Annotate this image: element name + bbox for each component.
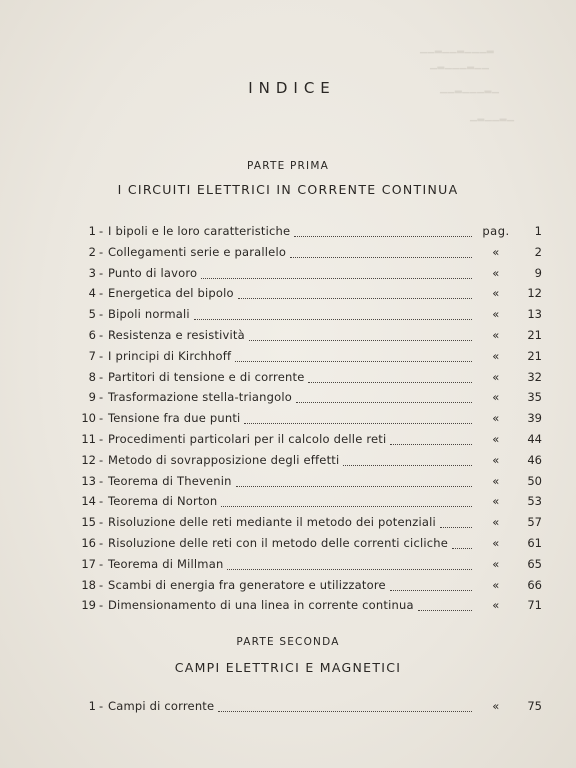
bleed-through-marks: ▁▂▁▁▁▂▁▁ [430, 60, 490, 70]
toc-entry[interactable] [74, 450, 542, 470]
toc-entry-dash: - [99, 224, 104, 238]
dot-leader [201, 276, 472, 279]
toc-page-number: 35 [527, 390, 542, 405]
dot-leader [418, 608, 472, 611]
toc-entry-title: Energetica del bipolo [108, 286, 234, 301]
dot-leader [390, 588, 472, 591]
toc-entry-title: Bipoli normali [108, 307, 190, 322]
toc-entry-number: 16 [81, 536, 96, 550]
dot-leader [236, 484, 472, 487]
toc-entry-title: Tensione fra due punti [108, 411, 241, 426]
dot-leader [218, 709, 472, 712]
bleed-through-marks: ▁▁▂▁▁▁▂▁ [440, 84, 500, 94]
toc-entry[interactable] [74, 283, 542, 303]
dot-leader [440, 525, 472, 528]
toc-entry-title: Risoluzione delle reti mediante il metodo dei potenziali [108, 515, 436, 530]
toc-page-number: 21 [527, 328, 542, 342]
toc-entry-dash: - [99, 390, 104, 405]
part-1-label: PARTE PRIMA [247, 160, 329, 172]
toc-entry-title: Risoluzione delle reti con il metodo delle correnti cicliche [108, 536, 449, 550]
bleed-through-marks: ▁▂▁▁▂▁ [470, 112, 515, 122]
page-marker: « [492, 556, 500, 571]
page-marker: « [492, 369, 500, 384]
toc-entry-number: 19 [81, 598, 96, 613]
toc-entry-dash: - [99, 452, 104, 467]
toc-entry[interactable] [74, 387, 542, 407]
toc-page-number: 21 [527, 348, 542, 363]
dot-leader [343, 463, 472, 466]
dot-leader [390, 442, 472, 445]
toc-entry[interactable] [74, 595, 542, 615]
toc-entry-title: Campi di corrente [108, 699, 215, 713]
toc-entry-number: 7 [88, 348, 96, 363]
toc-entry-number: 1 [88, 699, 96, 713]
toc-entry-number: 17 [81, 556, 96, 571]
bleed-through-marks: ▁▁▂▁▁▂▁▁▁▂ [420, 44, 495, 54]
page-marker: « [492, 598, 500, 613]
page-marker: « [492, 307, 500, 322]
dot-leader [235, 359, 472, 362]
page-marker: « [492, 515, 500, 530]
toc-entry-dash: - [99, 244, 104, 259]
toc-entry-dash: - [99, 328, 104, 342]
toc-entry-title: I bipoli e le loro caratteristiche [108, 224, 291, 238]
page-marker: « [492, 577, 500, 592]
page-marker: « [492, 411, 500, 426]
toc-entry-title: Resistenza e resistività [108, 328, 245, 342]
toc-entry[interactable] [74, 304, 542, 324]
toc-entry[interactable] [74, 242, 542, 262]
toc-entry-dash: - [99, 411, 104, 426]
toc-entry[interactable] [74, 491, 542, 511]
dot-leader [249, 338, 472, 341]
page-marker: « [492, 286, 500, 301]
toc-entry-number: 11 [81, 432, 96, 446]
toc-page-number: 13 [527, 307, 542, 322]
toc-entry[interactable] [74, 696, 542, 716]
toc-entry[interactable] [74, 471, 542, 491]
toc-page-number: 66 [527, 577, 542, 592]
page-marker: « [492, 432, 500, 446]
toc-entry-title: Metodo di sovrapposizione degli effetti [108, 452, 340, 467]
toc-page-number: 65 [527, 556, 542, 571]
toc-entry-number: 12 [81, 452, 96, 467]
toc-entry[interactable] [74, 575, 542, 595]
toc-page-number: 2 [534, 244, 542, 259]
toc-entry-number: 15 [81, 515, 96, 530]
page-marker: pag. [482, 224, 510, 238]
page-marker: « [492, 265, 500, 280]
toc-entry[interactable] [74, 533, 542, 553]
page-marker: « [492, 473, 500, 488]
toc-entry-dash: - [99, 699, 104, 713]
toc-entry[interactable] [74, 408, 542, 428]
toc-entry-number: 2 [88, 244, 96, 259]
toc-entry-dash: - [99, 307, 104, 322]
toc-entry-dash: - [99, 432, 104, 446]
toc-entry-number: 9 [88, 390, 96, 405]
toc-entry[interactable] [74, 367, 542, 387]
page-marker: « [492, 328, 500, 342]
toc-entry-number: 3 [88, 265, 96, 280]
toc-entry-dash: - [99, 369, 104, 384]
toc-entry[interactable] [74, 554, 542, 574]
toc-entry-number: 10 [81, 411, 96, 426]
toc-entry[interactable] [74, 263, 542, 283]
toc-entry-dash: - [99, 598, 104, 613]
part-2-title: CAMPI ELETTRICI E MAGNETICI [174, 660, 402, 675]
toc-page-number: 39 [527, 411, 542, 426]
part-2-label: PARTE SECONDA [236, 636, 340, 648]
toc-page-number: 57 [527, 515, 542, 530]
toc-entry-dash: - [99, 473, 104, 488]
dot-leader [296, 400, 472, 403]
toc-page-number: 75 [527, 699, 542, 713]
toc-entry-dash: - [99, 515, 104, 530]
dot-leader [308, 380, 472, 383]
toc-entry-title: Teorema di Norton [108, 494, 218, 509]
toc-entry-title: Punto di lavoro [108, 265, 198, 280]
page-marker: « [492, 536, 500, 550]
dot-leader [238, 296, 472, 299]
toc-entry-title: Teorema di Millman [108, 556, 224, 571]
toc-entry-title: Trasformazione stella-triangolo [108, 390, 292, 405]
toc-page-number: 9 [534, 265, 542, 280]
toc-entry-number: 8 [88, 369, 96, 384]
dot-leader [290, 255, 472, 258]
toc-entry-dash: - [99, 556, 104, 571]
toc-entry-title: I principi di Kirchhoff [108, 348, 232, 363]
dot-leader [194, 317, 472, 320]
toc-entry-dash: - [99, 494, 104, 509]
toc-page-number: 71 [527, 598, 542, 613]
toc-entry-dash: - [99, 348, 104, 363]
dot-leader [227, 567, 472, 570]
toc-entry-number: 4 [88, 286, 96, 301]
toc-page-number: 50 [527, 473, 542, 488]
toc-entry-dash: - [99, 536, 104, 550]
dot-leader [221, 504, 472, 507]
toc-page-number: 1 [534, 224, 542, 238]
toc-entry-number: 14 [81, 494, 96, 509]
toc-entry-title: Procedimenti particolari per il calcolo delle reti [108, 432, 387, 446]
page-marker: « [492, 452, 500, 467]
toc-entry-title: Dimensionamento di una linea in corrente continua [108, 598, 414, 613]
toc-entry-number: 6 [88, 328, 96, 342]
toc-page-number: 46 [527, 452, 542, 467]
page-marker: « [492, 244, 500, 259]
page-marker: « [492, 390, 500, 405]
toc-entry[interactable] [74, 325, 542, 345]
page-marker: « [492, 494, 500, 509]
toc-entry-dash: - [99, 265, 104, 280]
toc-entry-number: 13 [81, 473, 96, 488]
index-heading: INDICE [248, 79, 336, 97]
part-1-title: I CIRCUITI ELETTRICI IN CORRENTE CONTINUA [117, 182, 459, 197]
page-marker: « [492, 348, 500, 363]
toc-entry-dash: - [99, 577, 104, 592]
dot-leader [244, 421, 472, 424]
toc-entry-number: 5 [88, 307, 96, 322]
page-marker: « [492, 699, 500, 713]
toc-entry-title: Partitori di tensione e di corrente [108, 369, 305, 384]
toc-page-number: 12 [527, 286, 542, 301]
toc-entry-title: Collegamenti serie e parallelo [108, 244, 287, 259]
toc-entry[interactable] [74, 512, 542, 532]
toc-entry-dash: - [99, 286, 104, 301]
toc-page-number: 44 [527, 432, 542, 446]
dot-leader [452, 546, 472, 549]
toc-entry[interactable] [74, 221, 542, 241]
toc-entry[interactable] [74, 429, 542, 449]
toc-entry[interactable] [74, 346, 542, 366]
toc-entry-title: Scambi di energia fra generatore e utilizzatore [108, 577, 386, 592]
toc-page-number: 53 [527, 494, 542, 509]
toc-entry-number: 18 [81, 577, 96, 592]
toc-page-number: 32 [527, 369, 542, 384]
dot-leader [294, 234, 472, 237]
toc-entry-title: Teorema di Thevenin [108, 473, 232, 488]
toc-entry-number: 1 [88, 224, 96, 238]
toc-page-number: 61 [527, 536, 542, 550]
